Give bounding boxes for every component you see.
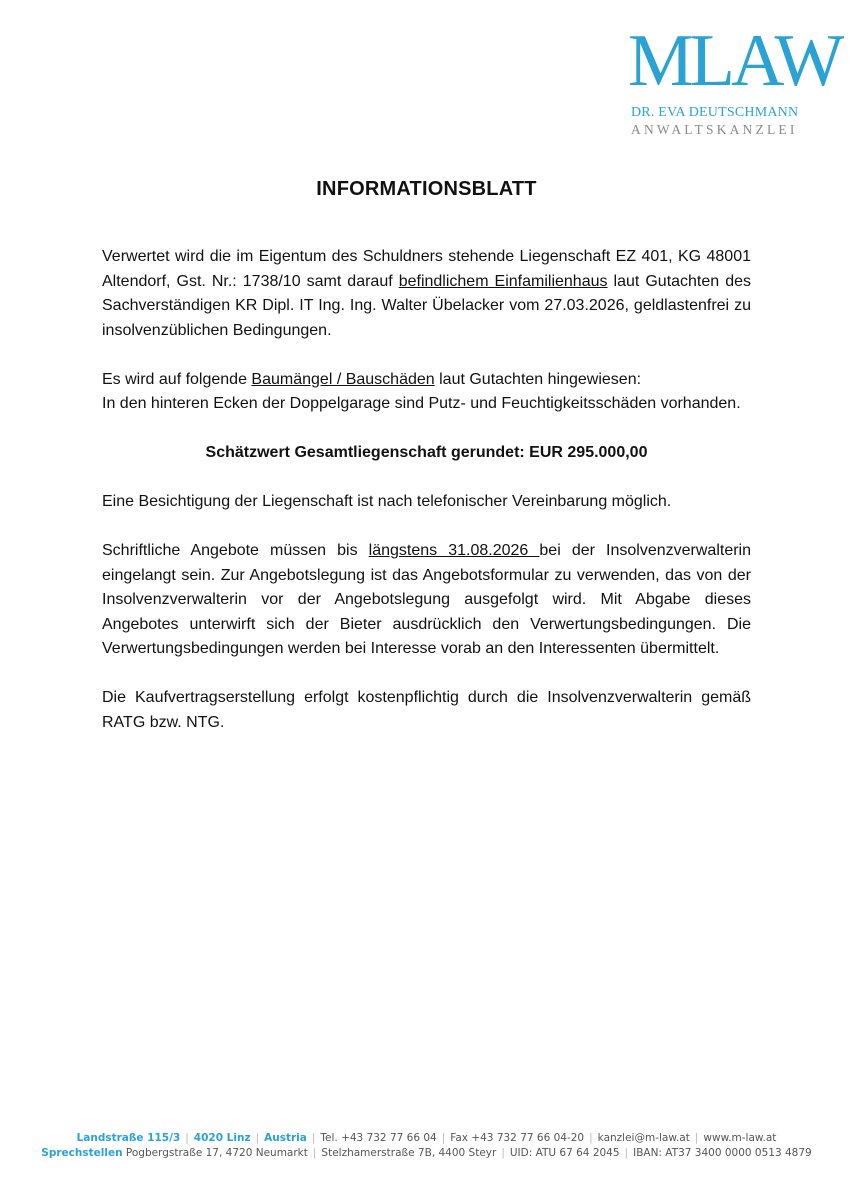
underlined-text: befindlichem Einfamilienhaus [398,272,608,290]
footer-offices-line: Sprechstellen Pogbergstraße 17, 4720 Neumarkt | Stelzhamerstraße 7B, 4400 Steyr | UID: ATU 67 64 2045 | IBAN: AT37 3400 0000 0513 4879 [41,1147,812,1159]
document-body [102,245,751,735]
footer-website[interactable]: www.m-law.at [703,1132,777,1144]
text: laut Gutachten hingewiesen: [434,370,642,388]
paragraph-defects [102,368,751,393]
text: Es wird auf folgende [102,370,252,388]
footer-contact-line: Landstraße 115/3 | 4020 Linz | Austria | Tel. +43 732 77 66 04 | Fax +43 732 77 66 04-20 | kanzlei@m-law.at | www.m-law.at [76,1132,777,1144]
footer-country: Austria [264,1132,307,1144]
underlined-deadline: längstens 31.08.2026 [368,542,540,559]
firm-logo [626,20,841,137]
text: Schriftliche Angebote müssen bis [102,542,369,559]
footer-city: 4020 Linz [193,1132,251,1144]
document-title: INFORMATIONSBLATT [316,178,537,200]
logo-lawyer-name: DR. EVA DEUTSCHMANN [631,105,799,120]
logo-firm-type: ANWALTSKANZLEI [631,122,798,137]
footer-fax: Fax +43 732 77 66 04-20 [450,1132,585,1144]
footer-tel: Tel. +43 732 77 66 04 [320,1132,437,1144]
underlined-text: Baumängel / Bauschäden [251,370,435,388]
text: Verwertet wird die im Eigentum des Schuldners stehende Liegenschaft EZ 401, KG 48001 Altendorf, Gst. Nr.: 1738/10 samt darauf [102,248,751,290]
paragraph-offers [102,539,751,662]
footer-offices-label: Sprechstellen [41,1147,123,1159]
paragraph-viewing: Eine Besichtigung der Liegenschaft ist nach telefonischer Vereinbarung möglich. [102,493,672,510]
footer-office-neumarkt: Pogbergstraße 17, 4720 Neumarkt [125,1147,308,1159]
footer-iban: IBAN: AT37 3400 0000 0513 4879 [633,1147,812,1159]
logo-mark: MLAW [628,20,841,102]
estimated-value: Schätzwert Gesamtliegenschaft gerundet: EUR 295.000,00 [205,444,648,461]
paragraph-defects-detail: In den hinteren Ecken der Doppelgarage sind Putz- und Feuchtigkeitsschäden vorhanden. [102,395,741,412]
text: bei der Insolvenzverwalterin eingelangt sein. Zur Angebotslegung ist das Angebotsformular zu verwenden, das von der Insolvenzverwalterin vor der Angebotslegung ausgefolgt wird. Mit Abgabe dieses Angebotes unterwirft sich der Bieter ausdrücklich den Verwertungsbedingungen. Die Verwertungsbedingungen werden bei Interesse vorab an den Interessenten übermittelt. [102,542,751,657]
paragraph-contract: Die Kaufvertragserstellung erfolgt kostenpflichtig durch die Insolvenzverwalterin gemäß RATG bzw. NTG. [102,689,751,731]
footer-address: Landstraße 115/3 [76,1132,181,1144]
footer-uid: UID: ATU 67 64 2045 [509,1147,620,1159]
paragraph-property-description [102,245,751,343]
footer-email[interactable]: kanzlei@m-law.at [597,1132,690,1144]
text: laut Gutachten des Sachverständigen KR Dipl. IT Ing. Ing. Walter Übelacker vom 27.03.2026, geldlastenfrei zu insolvenzüblichen Bedingungen. [102,272,751,339]
footer-office-steyr: Stelzhamerstraße 7B, 4400 Steyr [321,1147,497,1159]
